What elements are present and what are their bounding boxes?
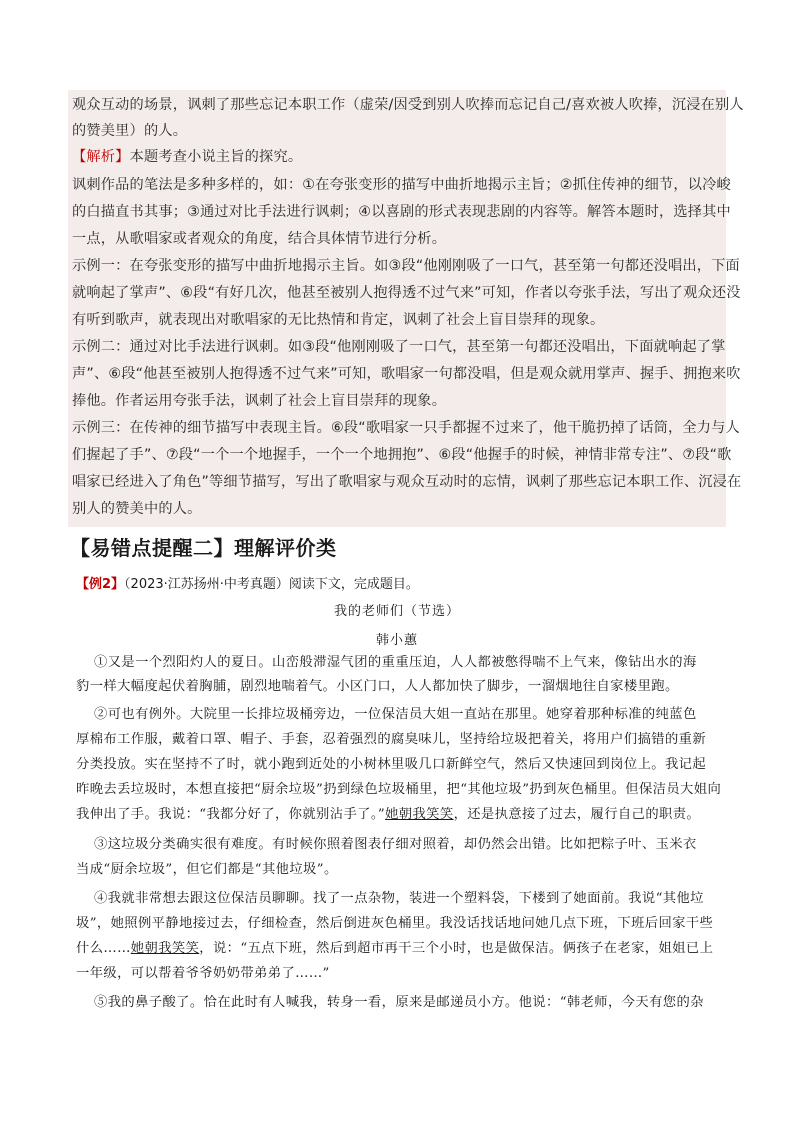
answer-line: 别人的赞美中的人。	[72, 501, 202, 517]
article-line	[76, 805, 700, 825]
article-line: 圾”，她照例平静地接过去，仔细检查，然后倒进灰色桶里。我没话找话地问她几点下班，下班后回家干些	[76, 916, 714, 931]
article-title: 我的老师们（节选）	[333, 604, 460, 619]
article-line: 当成“厨余垃圾”，但它们都是“其他垃圾”。	[76, 862, 338, 877]
answer-line: 声”、⑥段“他甚至被别人抱得透不过气来”可知，歌唱家一句都没唱，但是观众就用掌声、握手、拥抱来吹	[72, 366, 741, 382]
answer-line: 们握起了手”、⑦段“一个一个地握手，一个一个地拥抱”、⑥段“他握手的时候，神情非常专注”、⑦段“歌	[72, 447, 732, 463]
answer-block	[68, 90, 744, 527]
answer-line: 观众互动的场景，讽刺了那些忘记本职工作（虚荣/因受到别人吹捧而忘记自己/喜欢被人吹捧，沉浸在别人	[72, 97, 744, 113]
analysis-line	[72, 144, 302, 171]
answer-line: 的白描直书其事；③通过对比手法进行讽刺；④以喜剧的形式表现悲剧的内容等。解答本题时，选择其中	[72, 204, 731, 220]
article-line: 厚棉布工作服，戴着口罩、帽子、手套，忍着强烈的腐臭味儿，坚持给垃圾把着关，将用户们搞错的重新	[76, 732, 707, 747]
analysis-text: 本题考查小说主旨的探究。	[129, 149, 303, 165]
article-line-part: ，说：“五点下班，然后到超市再干三个小时，也是做保洁。俩孩子在老家，姐姐已上	[199, 941, 714, 956]
answer-line: 就响起了掌声”、⑥段“有好几次，他甚至被别人抱得透不过气来”可知，作者以夸张手法，写出了观众还没	[72, 285, 741, 301]
example-label	[76, 573, 419, 592]
answer-line: 有听到歌声，就表现出对歌唱家的无比热情和肯定，讽刺了社会上盲目崇拜的现象。	[72, 312, 605, 328]
article-author: 韩小蕙	[375, 633, 418, 648]
article-line-part: 什么……	[76, 941, 131, 956]
underlined-phrase: 她朝我笑笑	[130, 941, 200, 956]
example-tag: 【例2】	[76, 577, 125, 592]
article-line: 一年级，可以帮着爷爷奶奶带弟弟了……”	[76, 966, 330, 981]
answer-line: 讽刺作品的笔法是多种多样的，如：①在夸张变形的描写中曲折地揭示主旨；②抓住传神的细节，以冷峻	[72, 177, 731, 193]
underlined-phrase: 她朝我笑笑	[385, 807, 454, 822]
answer-line: 捧他。作者运用夸张手法，讽刺了社会上盲目崇拜的现象。	[72, 393, 447, 409]
answer-line: 唱家已经进入了角色”等细节描写，写出了歌唱家与观众互动时的忘情，讽刺了那些忘记本职工作、沉浸在	[72, 474, 742, 490]
analysis-tag: 【解析】	[72, 149, 130, 165]
article-line: ④我就非常想去跟这位保洁员聊聊。找了一点杂物，装进一个塑料袋，下楼到了她面前。我说“其他垃	[94, 891, 704, 906]
article-line-part: ，还是执意接了过去，履行自己的职责。	[453, 807, 701, 822]
section-heading: 【易错点提醒二】理解评价类	[70, 536, 337, 560]
answer-line: 一点，从歌唱家或者观众的角度，结合具体情节进行分析。	[72, 231, 447, 247]
article-line: 分类投放。实在坚持不了时，就小跑到近处的小树林里吸几口新鲜空气，然后又快速回到岗位上。我记起	[76, 757, 707, 772]
answer-line: 示例一：在夸张变形的描写中曲折地揭示主旨。如③段“他刚刚吸了一口气，甚至第一句都还没唱出，下面	[72, 258, 740, 274]
answer-line: 示例三：在传神的细节描写中表现主旨。⑥段“歌唱家一只手都握不过来了，他干脆扔掉了话筒，全力与人	[72, 420, 740, 436]
article-line	[76, 939, 713, 959]
answer-line: 的赞美里）的人。	[72, 123, 188, 139]
article-line: ⑤我的鼻子酸了。恰在此时有人喊我，转身一看，原来是邮递员小方。他说：“韩老师，今天有您的杂	[94, 995, 704, 1010]
article-line: ①又是一个烈阳灼人的夏日。山峦般滞湿气团的重重压迫，人人都被憋得喘不上气来，像钻出水的海	[94, 655, 697, 670]
article-line: ②可也有例外。大院里一长排垃圾桶旁边，一位保洁员大姐一直站在那里。她穿着那种标准的纯蓝色	[94, 707, 697, 722]
answer-line: 示例二：通过对比手法进行讽刺。如③段“他刚刚吸了一口气，甚至第一句都还没唱出，下面就响起了掌	[72, 339, 726, 355]
article-line: 豹一样大幅度起伏着胸脯，剧烈地喘着气。小区门口，人人都加快了脚步，一溜烟地往自家楼里跑。	[76, 679, 679, 694]
article-line: 昨晚去丢垃圾时，本想直接把“厨余垃圾”扔到绿色垃圾桶里，把“其他垃圾”扔到灰色桶里。但保洁员大姐向	[76, 782, 722, 797]
article-line: ③这垃圾分类确实很有难度。有时候你照着图表仔细对照着，却仍然会出错。比如把粽子叶、玉米衣	[94, 837, 697, 852]
article-line-part: 我伸出了手。我说：“我都分好了，你就别沾手了。”	[76, 807, 386, 822]
example-source: （2023·江苏扬州·中考真题）阅读下文，完成题目。	[124, 577, 419, 592]
